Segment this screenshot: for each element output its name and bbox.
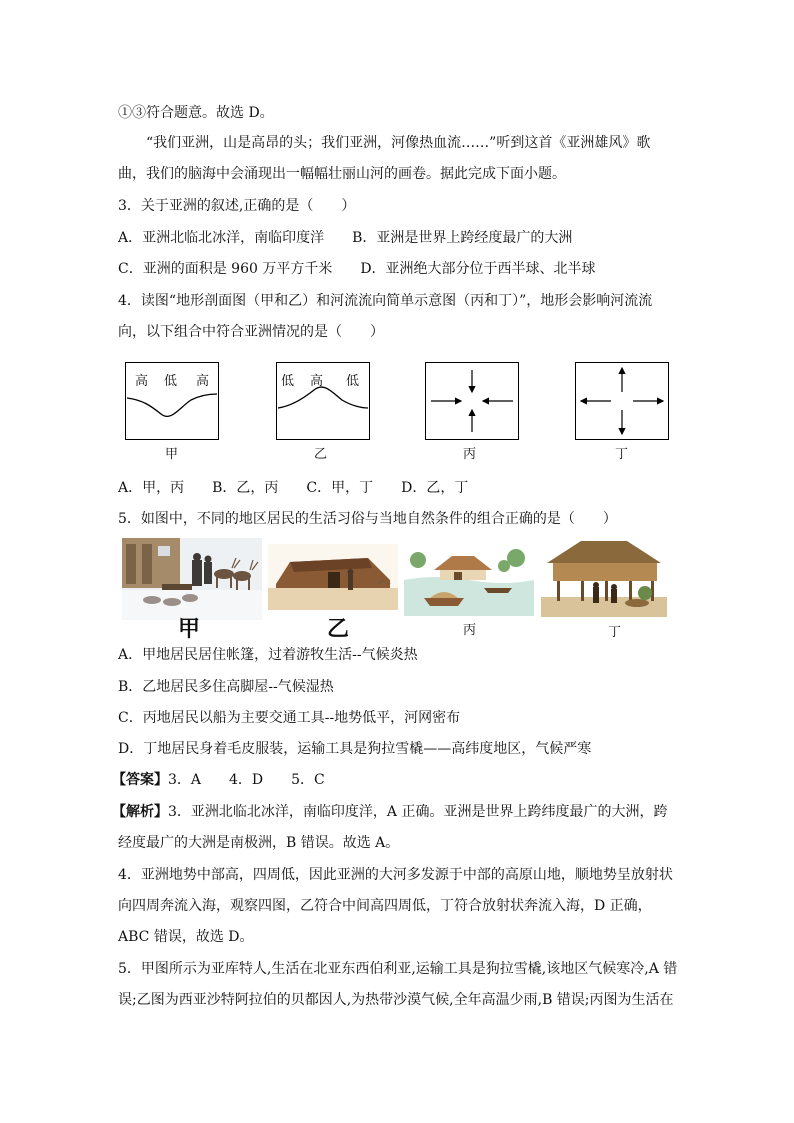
- question-3: 3．关于亚洲的叙述,正确的是（ ）: [118, 198, 356, 214]
- question-5-option-d: D．丁地居民身着毛皮服装，运输工具是狗拉雪橇——高纬度地区，气候严寒: [118, 741, 592, 757]
- diagram-yi-label-3: 低: [346, 374, 360, 389]
- diagram-bing: [425, 362, 519, 440]
- analysis-label: 【解析】: [112, 804, 168, 820]
- diagram-jia-label-2: 低: [164, 374, 178, 389]
- diagram-jia-label-1: 高: [135, 374, 149, 389]
- question-5-option-b: B．乙地居民多住高脚屋--气候湿热: [118, 679, 334, 695]
- diagram-jia-label-3: 高: [196, 374, 210, 389]
- analysis-line: 误;乙图为西亚沙特阿拉伯的贝都因人,为热带沙漠气候,全年高温少雨,B 错误;丙图为生活在: [118, 992, 674, 1008]
- question-5-option-a: A．甲地居民居住帐篷，过着游牧生活--气候炎热: [118, 647, 418, 663]
- picture-bing: [404, 540, 534, 620]
- diagram-yi-label-1: 低: [281, 374, 295, 389]
- analysis-line: 4．亚洲地势中部高，四周低，因此亚洲的大河多发源于中部的高原山地，顺地势呈放射状: [118, 867, 673, 883]
- diagram-yi-label-2: 高: [310, 374, 324, 389]
- answer-label: 【答案】: [112, 772, 168, 788]
- question-5-option-c: C．丙地居民以船为主要交通工具--地势低平，河网密布: [118, 710, 461, 726]
- text-line: 曲，我们的脑海中会涌现出一幅幅壮丽山河的画卷。据此完成下面小题。: [118, 166, 566, 182]
- picture-jia-caption: 甲: [178, 616, 201, 642]
- analysis-line: 经度最广的大洲是南极洲，B 错误。故选 A。: [118, 835, 400, 851]
- diagram-yi-caption: 乙: [314, 447, 328, 462]
- answer-values: 3．A 4．D 5．C: [168, 772, 325, 788]
- question-3-options-ab: A．亚洲北临北冰洋，南临印度洋 B．亚洲是世界上跨经度最广的大洲: [118, 230, 573, 246]
- diagram-jia-caption: 甲: [165, 447, 179, 462]
- diagram-ding: [575, 362, 669, 440]
- picture-yi-caption: 乙: [327, 616, 350, 642]
- text-line: “我们亚洲，山是高昂的头；我们亚洲，河像热血流……”听到这首《亚洲雄风》歌: [146, 135, 651, 151]
- diagram-ding-caption: 丁: [615, 447, 629, 462]
- analysis-line: ABC 错误，故选 D。: [118, 929, 254, 945]
- analysis-line: [112, 803, 667, 821]
- answer-line: [112, 771, 325, 789]
- analysis-line: 5．甲图所示为亚库特人,生活在北亚东西伯利亚,运输工具是狗拉雪橇,该地区气候寒冷,A 错: [118, 961, 678, 977]
- analysis-line: 向四周奔流入海，观察四图，乙符合中间高四周低，丁符合放射状奔流入海，D 正确，: [118, 898, 652, 914]
- question-3-options-cd: C．亚洲的面积是 960 万平方千米 D．亚洲绝大部分位于西半球、北半球: [118, 261, 596, 277]
- diagram-bing-caption: 丙: [463, 447, 477, 462]
- picture-ding-caption: 丁: [608, 625, 622, 640]
- picture-yi: [268, 544, 398, 614]
- picture-bing-caption: 丙: [463, 623, 477, 638]
- question-5: 5．如图中，不同的地区居民的生活习俗与当地自然条件的组合正确的是（ ）: [118, 511, 617, 527]
- picture-ding: [541, 537, 667, 621]
- question-4-options: A．甲，丙 B．乙，丙 C．甲，丁 D．乙，丁: [118, 480, 469, 496]
- analysis-text: 3．亚洲北临北冰洋，南临印度洋，A 正确。亚洲是世界上跨纬度最广的大洲，跨: [168, 804, 668, 820]
- text-line: ①③符合题意。故选 D。: [118, 105, 274, 121]
- question-4-cont: 向，以下组合中符合亚洲情况的是（ ）: [118, 324, 384, 340]
- question-4: 4．读图“地形剖面图（甲和乙）和河流流向简单示意图（丙和丁）”，地形会影响河流流: [118, 293, 653, 309]
